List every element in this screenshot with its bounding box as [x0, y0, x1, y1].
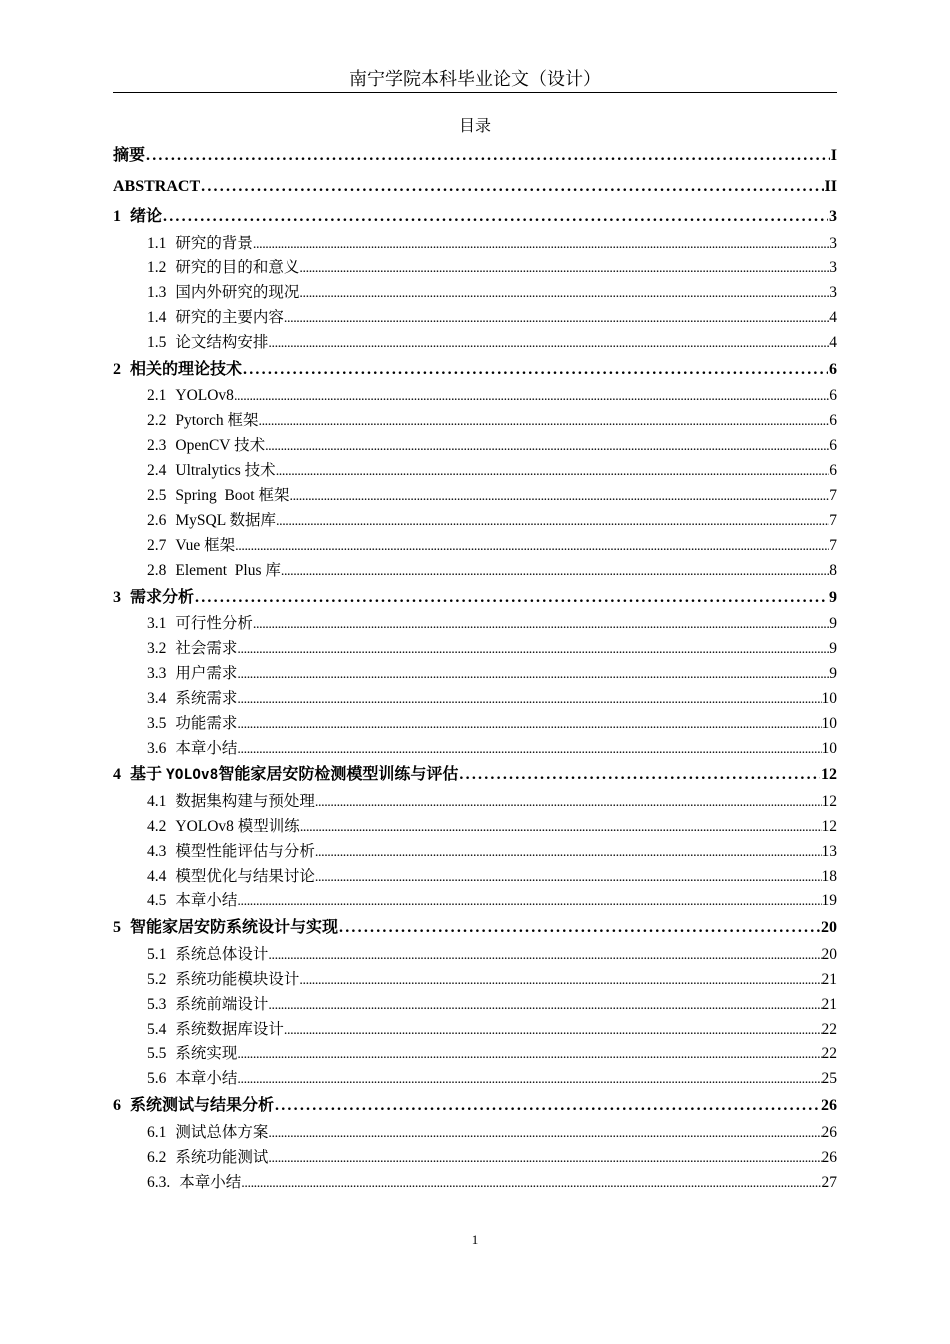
section-page: 4: [829, 309, 837, 327]
section-title: 可行性分析: [175, 615, 253, 633]
dot-leader: [237, 1068, 821, 1092]
section-number: 1.3: [147, 284, 167, 302]
toc-chapter-3[interactable]: [113, 584, 837, 613]
section-page: 21: [821, 970, 837, 988]
section-title: 数据集构建与预处理: [175, 792, 315, 810]
section-title: 用户需求: [175, 664, 238, 682]
dot-leader: [315, 791, 822, 815]
dot-leader: [237, 738, 821, 762]
section-page: 25: [821, 1070, 837, 1088]
dot-leader: [243, 356, 828, 384]
toc-section-4-5[interactable]: [113, 889, 837, 914]
dot-leader: [258, 410, 829, 434]
toc-section-2-6[interactable]: [113, 509, 837, 534]
dot-leader: [276, 460, 830, 484]
section-title: Element Plus 库: [175, 561, 281, 579]
section-title: 模型性能评估与分析: [175, 842, 315, 860]
section-number: 5.5: [147, 1045, 167, 1063]
dot-leader: [275, 1092, 820, 1120]
section-title: 功能需求: [175, 714, 238, 732]
section-number: 3.5: [147, 714, 167, 732]
toc-chapter-5[interactable]: [113, 914, 837, 943]
section-title: 研究的背景: [175, 234, 253, 252]
dot-leader: [146, 142, 830, 170]
section-page: 26: [821, 1148, 837, 1166]
section-title: Ultralytics 技术: [175, 462, 276, 480]
chapter-number: 6: [113, 1097, 121, 1115]
section-page: 6: [829, 437, 837, 455]
section-number: 4.4: [147, 867, 167, 885]
dot-leader: [234, 385, 829, 409]
toc-entry-label: ABSTRACT: [113, 177, 201, 195]
section-page: 10: [821, 714, 837, 732]
section-number: 3.3: [147, 664, 167, 682]
toc-chapter-2[interactable]: [113, 356, 837, 385]
section-title: 系统总体设计: [175, 945, 269, 963]
chapter-number: 3: [113, 588, 121, 606]
chapter-page: 20: [821, 919, 837, 937]
section-page: 12: [821, 792, 837, 810]
dot-leader: [268, 332, 829, 356]
section-number: 5.2: [147, 970, 167, 988]
section-number: 2.5: [147, 487, 167, 505]
toc-chapter-4[interactable]: [113, 761, 837, 790]
toc-section-2-8[interactable]: [113, 559, 837, 584]
section-title: 本章小结: [179, 1173, 242, 1191]
toc-chapter-6[interactable]: [113, 1092, 837, 1121]
section-number: 5.1: [147, 945, 167, 963]
toc-section-5-3[interactable]: [113, 993, 837, 1018]
dot-leader: [289, 485, 829, 509]
dot-leader: [300, 816, 822, 840]
section-title: 本章小结: [175, 739, 238, 757]
section-number: 3.1: [147, 615, 167, 633]
chapter-number: 5: [113, 919, 121, 937]
section-page: 7: [829, 487, 837, 505]
toc-section-4-3[interactable]: [113, 840, 837, 865]
section-page: 6: [829, 462, 837, 480]
dot-leader: [235, 535, 829, 559]
section-page: 9: [829, 639, 837, 657]
section-title: 系统实现: [175, 1045, 238, 1063]
section-title: YOLOv8 模型训练: [175, 817, 300, 835]
section-title: 系统功能模块设计: [175, 970, 300, 988]
section-number: 3.2: [147, 639, 167, 657]
dot-leader: [237, 1043, 821, 1067]
toc-section-5-5[interactable]: [113, 1042, 837, 1067]
section-page: 26: [821, 1123, 837, 1141]
toc-section-2-1[interactable]: [113, 384, 837, 409]
chapter-page: 6: [829, 360, 837, 378]
toc-section-3-2[interactable]: [113, 637, 837, 662]
dot-leader: [299, 969, 821, 993]
section-page: 7: [829, 536, 837, 554]
toc-section-6-1[interactable]: [113, 1121, 837, 1146]
toc-section-6-2[interactable]: [113, 1146, 837, 1171]
section-title: Spring Boot 框架: [175, 487, 290, 505]
page-header: [113, 66, 837, 93]
toc-section-5-1[interactable]: [113, 943, 837, 968]
dot-leader: [237, 638, 829, 662]
toc-chapter-1[interactable]: [113, 203, 837, 232]
toc-section-3-1[interactable]: [113, 612, 837, 637]
toc-section-1-5[interactable]: [113, 331, 837, 356]
chapter-title: 相关的理论技术: [130, 360, 243, 378]
toc-entry-label: 摘要: [113, 147, 146, 164]
section-page: 10: [821, 689, 837, 707]
section-title: 系统需求: [175, 689, 238, 707]
toc-section-1-1[interactable]: [113, 232, 837, 257]
section-number: 5.4: [147, 1020, 167, 1038]
page-number: 1: [471, 1232, 479, 1247]
table-of-contents: [113, 142, 837, 1195]
dot-leader: [265, 435, 829, 459]
dot-leader: [195, 584, 828, 612]
dot-leader: [237, 890, 821, 914]
section-number: 2.8: [147, 561, 167, 579]
section-number: 2.7: [147, 536, 167, 554]
dot-leader: [237, 663, 829, 687]
dot-leader: [268, 1147, 821, 1171]
dot-leader: [315, 866, 822, 890]
section-number: 4.5: [147, 892, 167, 910]
section-page: 9: [829, 615, 837, 633]
toc-title: 目录: [458, 118, 491, 135]
section-page: 4: [829, 334, 837, 352]
section-title: 研究的主要内容: [175, 309, 284, 327]
chapter-title-code: YOLOv8: [166, 767, 219, 784]
chapter-title-prefix: 基于: [130, 766, 163, 784]
section-title: 研究的目的和意义: [175, 259, 300, 277]
chapter-title: 智能家居安防系统设计与实现: [130, 919, 339, 937]
section-title: MySQL 数据库: [175, 511, 276, 529]
header-title: 南宁学院本科毕业论文（设计）: [349, 69, 601, 89]
section-page: 27: [821, 1173, 837, 1191]
section-number: 4.3: [147, 842, 167, 860]
toc-entry-abstract-en[interactable]: [113, 173, 837, 202]
dot-leader: [459, 761, 820, 789]
section-title: 模型优化与结果讨论: [175, 867, 315, 885]
section-number: 6.2: [147, 1148, 167, 1166]
dot-leader: [163, 203, 828, 231]
section-number: 3.6: [147, 739, 167, 757]
chapter-page: 9: [829, 588, 837, 606]
toc-section-5-4[interactable]: [113, 1018, 837, 1043]
section-number: 5.6: [147, 1070, 167, 1088]
dot-leader: [281, 560, 829, 584]
chapter-page: 3: [829, 208, 837, 225]
section-page: 22: [821, 1020, 837, 1038]
dot-leader: [268, 944, 821, 968]
toc-section-3-4[interactable]: [113, 687, 837, 712]
section-page: 7: [829, 511, 837, 529]
chapter-page: 26: [821, 1097, 837, 1115]
chapter-title: 系统测试与结果分析: [130, 1097, 275, 1115]
toc-section-4-4[interactable]: [113, 865, 837, 890]
dot-leader: [299, 257, 829, 281]
section-number: 2.1: [147, 387, 167, 405]
section-number: 6.3.: [147, 1173, 171, 1191]
toc-section-3-6[interactable]: [113, 737, 837, 762]
dot-leader: [268, 994, 821, 1018]
section-number: 1.1: [147, 234, 167, 252]
chapter-title: [130, 761, 458, 789]
section-number: 1.2: [147, 259, 167, 277]
section-title: Vue 框架: [175, 536, 236, 554]
dot-leader: [284, 307, 829, 331]
toc-entry-page: II: [824, 177, 837, 195]
section-number: 6.1: [147, 1123, 167, 1141]
toc-section-4-2[interactable]: [113, 815, 837, 840]
section-page: 13: [821, 842, 837, 860]
toc-section-5-6[interactable]: [113, 1067, 837, 1092]
chapter-number: 2: [113, 360, 121, 378]
toc-section-2-2[interactable]: [113, 409, 837, 434]
chapter-number: 1: [113, 208, 121, 225]
section-number: 4.2: [147, 817, 167, 835]
section-page: 3: [829, 284, 837, 302]
dot-leader: [339, 914, 820, 942]
dot-leader: [241, 1172, 821, 1196]
section-page: 12: [821, 817, 837, 835]
section-page: 3: [829, 234, 837, 252]
section-number: 2.6: [147, 511, 167, 529]
section-page: 19: [821, 892, 837, 910]
toc-section-1-2[interactable]: [113, 256, 837, 281]
toc-section-2-4[interactable]: [113, 459, 837, 484]
section-page: 10: [821, 739, 837, 757]
dot-leader: [201, 173, 823, 201]
dot-leader: [237, 713, 821, 737]
section-page: 18: [821, 867, 837, 885]
section-title: 本章小结: [175, 1070, 238, 1088]
section-title: 系统数据库设计: [175, 1020, 284, 1038]
page-footer: [0, 1231, 950, 1249]
section-title: 本章小结: [175, 892, 238, 910]
section-title: OpenCV 技术: [175, 437, 266, 455]
toc-section-6-3[interactable]: [113, 1171, 837, 1196]
section-title: 论文结构安排: [175, 334, 269, 352]
toc-section-2-3[interactable]: [113, 434, 837, 459]
section-page: 22: [821, 1045, 837, 1063]
section-title: 系统功能测试: [175, 1148, 269, 1166]
section-title: 测试总体方案: [175, 1123, 269, 1141]
section-number: 1.5: [147, 334, 167, 352]
section-page: 3: [829, 259, 837, 277]
section-number: 2.2: [147, 412, 167, 430]
section-number: 5.3: [147, 995, 167, 1013]
section-page: 9: [829, 664, 837, 682]
dot-leader: [237, 688, 821, 712]
section-page: 21: [821, 995, 837, 1013]
section-number: 2.3: [147, 437, 167, 455]
section-title: 国内外研究的现况: [175, 284, 300, 302]
section-number: 2.4: [147, 462, 167, 480]
toc-section-2-5[interactable]: [113, 484, 837, 509]
chapter-title: 需求分析: [130, 588, 195, 606]
chapter-page: 12: [821, 766, 837, 784]
section-page: 8: [829, 561, 837, 579]
section-page: 20: [821, 945, 837, 963]
toc-entry-abstract-cn[interactable]: [113, 142, 837, 171]
toc-section-3-3[interactable]: [113, 662, 837, 687]
section-title: YOLOv8: [175, 387, 234, 405]
dot-leader: [268, 1122, 821, 1146]
dot-leader: [315, 841, 822, 865]
section-title: 社会需求: [175, 639, 238, 657]
toc-entry-page: I: [830, 147, 837, 164]
toc-section-1-4[interactable]: [113, 306, 837, 331]
dot-leader: [253, 613, 829, 637]
chapter-title-suffix: 智能家居安防检测模型训练与评估: [218, 766, 459, 784]
section-number: 4.1: [147, 792, 167, 810]
section-title: Pytorch 框架: [175, 412, 259, 430]
section-title: 系统前端设计: [175, 995, 269, 1013]
section-page: 6: [829, 387, 837, 405]
dot-leader: [253, 233, 829, 257]
section-number: 1.4: [147, 309, 167, 327]
toc-section-4-1[interactable]: [113, 790, 837, 815]
toc-section-5-2[interactable]: [113, 968, 837, 993]
dot-leader: [276, 510, 829, 534]
section-number: 3.4: [147, 689, 167, 707]
toc-section-1-3[interactable]: [113, 281, 837, 306]
toc-section-2-7[interactable]: [113, 534, 837, 559]
dot-leader: [284, 1019, 822, 1043]
chapter-number: 4: [113, 766, 121, 784]
chapter-title: 绪论: [130, 208, 163, 225]
dot-leader: [299, 282, 829, 306]
toc-section-3-5[interactable]: [113, 712, 837, 737]
section-page: 6: [829, 412, 837, 430]
